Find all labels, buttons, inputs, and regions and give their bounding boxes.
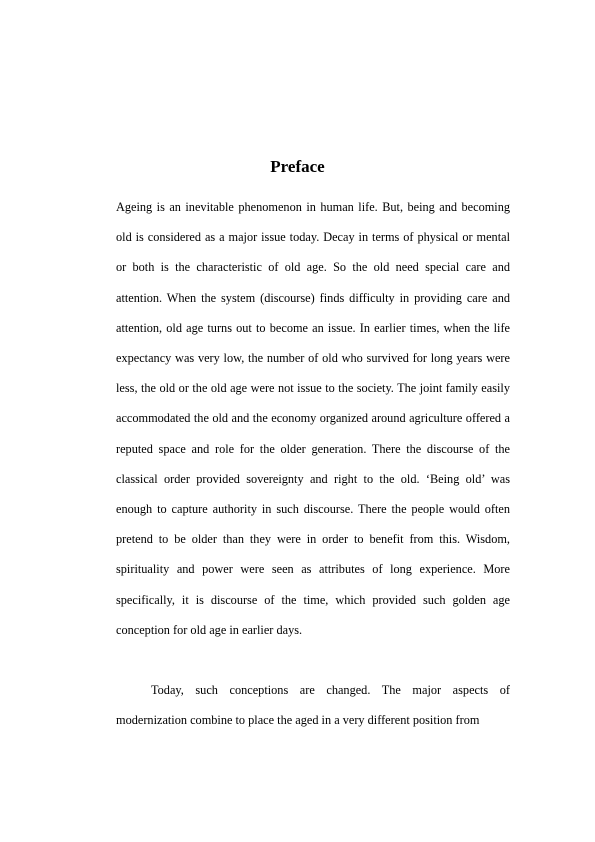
page-title: Preface — [270, 157, 325, 176]
paragraph-2: Today, such conceptions are changed. The major aspects of modernization combine to place the aged in a very different position from — [116, 683, 510, 728]
paragraph-1: Ageing is an inevitable phenomenon in human life. But, being and becoming old is considered as a major issue today. Decay in terms of physical or mental or both is the characteristic of old age. So the old need special care and attention. When the system (discourse) finds difficulty in providing care and attention, old age turns out to become an issue. In earlier times, when the life expectancy was very low, the number of old who survived for long years were less, the old or the old age were not issue to the society. The joint family easily accommodated the old and the economy organized around agriculture offered a reputed space and role for the older generation. There the discourse of the classical order provided sovereignty and right to the old. ‘Being old’ was enough to capture authority in such discourse. There the people would often pretend to be older than they were in order to benefit from this. Wisdom, spirituality and power were seen as attributes of long experience. More specifically, it is discourse of the time, which provided such golden age conception for old age in earlier days. — [116, 200, 510, 637]
